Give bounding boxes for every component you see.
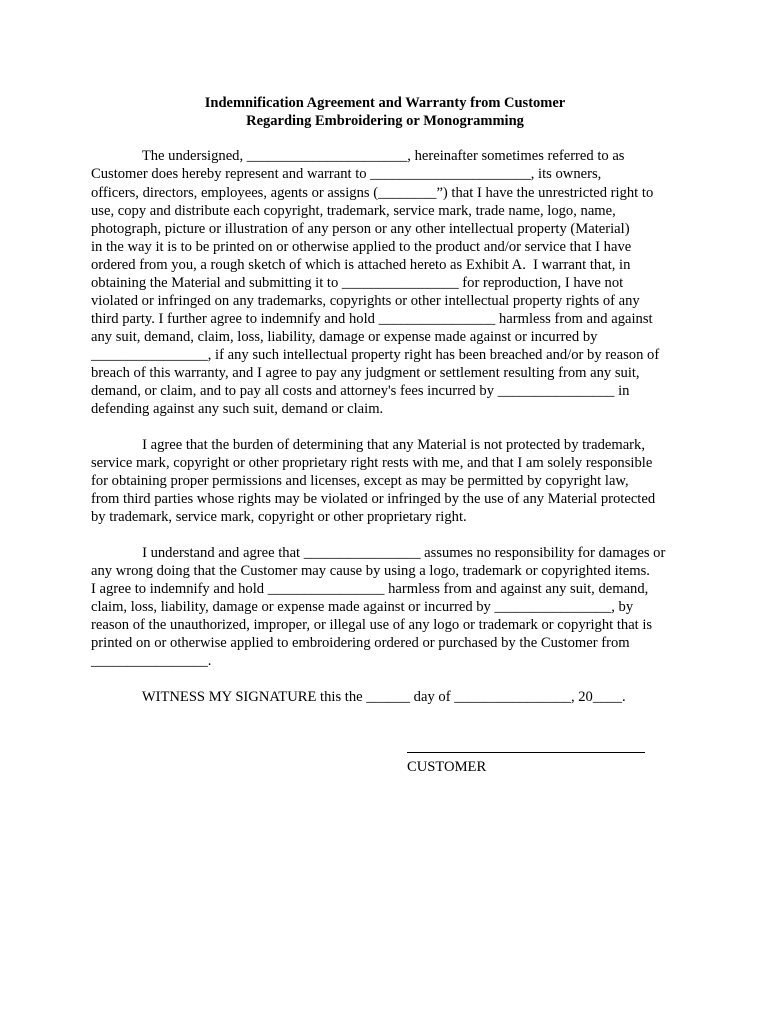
paragraph-1-line: photograph, picture or illustration of any person or any other intellectual property (Material) bbox=[91, 221, 630, 237]
paragraph-1-line: Customer does hereby represent and warrant to ______________________, its owners, bbox=[91, 166, 602, 182]
paragraph-2-line: for obtaining proper permissions and licenses, except as may be permitted by copyright law, bbox=[91, 473, 629, 489]
customer-signature-label: CUSTOMER bbox=[407, 759, 487, 775]
paragraph-1-line: The undersigned, ______________________, hereinafter sometimes referred to as bbox=[91, 148, 625, 164]
customer-signature-line[interactable] bbox=[407, 752, 645, 753]
document-subtitle: Regarding Embroidering or Monogramming bbox=[246, 113, 524, 129]
paragraph-3-line: reason of the unauthorized, improper, or illegal use of any logo or trademark or copyright that is bbox=[91, 617, 653, 633]
paragraph-1-line: ordered from you, a rough sketch of which is attached hereto as Exhibit A. I warrant that, in bbox=[91, 257, 631, 273]
paragraph-2-line: from third parties whose rights may be violated or infringed by the use of any Material protected bbox=[91, 491, 656, 507]
paragraph-1-line: breach of this warranty, and I agree to pay any judgment or settlement resulting from any suit, bbox=[91, 365, 640, 381]
paragraph-1-line: ________________, if any such intellectual property right has been breached and/or by reason of bbox=[91, 347, 660, 363]
paragraph-1-line: any suit, demand, claim, loss, liability, damage or expense made against or incurred by bbox=[91, 329, 598, 345]
paragraph-1-line: third party. I further agree to indemnify and hold ________________ harmless from and against bbox=[91, 311, 653, 327]
paragraph-1-line: obtaining the Material and submitting it to ________________ for reproduction, I have not bbox=[91, 275, 624, 291]
paragraph-1-line: officers, directors, employees, agents or assigns (________”) that I have the unrestricted right to bbox=[91, 185, 654, 201]
paragraph-1-line: defending against any such suit, demand or claim. bbox=[91, 401, 384, 417]
paragraph-2-line: service mark, copyright or other proprietary right rests with me, and that I am solely responsible bbox=[91, 455, 653, 471]
paragraph-1-line: violated or infringed on any trademarks, copyrights or other intellectual property rights of any bbox=[91, 293, 640, 309]
paragraph-2-line: by trademark, service mark, copyright or other proprietary right. bbox=[91, 509, 467, 525]
document-title: Indemnification Agreement and Warranty from Customer bbox=[204, 95, 566, 111]
paragraph-1-line: in the way it is to be printed on or otherwise applied to the product and/or service that I have bbox=[91, 239, 632, 255]
paragraph-2-line: I agree that the burden of determining that any Material is not protected by trademark, bbox=[91, 437, 645, 453]
paragraph-1-line: use, copy and distribute each copyright, trademark, service mark, trade name, logo, name, bbox=[91, 203, 616, 219]
paragraph-3-line: claim, loss, liability, damage or expense made against or incurred by ________________, by bbox=[91, 599, 634, 615]
paragraph-3-line: any wrong doing that the Customer may cause by using a logo, trademark or copyrighted items. bbox=[91, 563, 650, 579]
paragraph-1-line: demand, or claim, and to pay all costs and attorney's fees incurred by ________________ in bbox=[91, 383, 630, 399]
paragraph-3-line: I agree to indemnify and hold ________________ harmless from and against any suit, demand, bbox=[91, 581, 649, 597]
paragraph-3-line: I understand and agree that ________________ assumes no responsibility for damages or bbox=[91, 545, 666, 561]
witness-signature-line: WITNESS MY SIGNATURE this the ______ day of ________________, 20____. bbox=[91, 689, 626, 705]
paragraph-3-line: printed on or otherwise applied to embroidering ordered or purchased by the Customer from bbox=[91, 635, 630, 651]
paragraph-3-line: ________________. bbox=[91, 653, 212, 669]
